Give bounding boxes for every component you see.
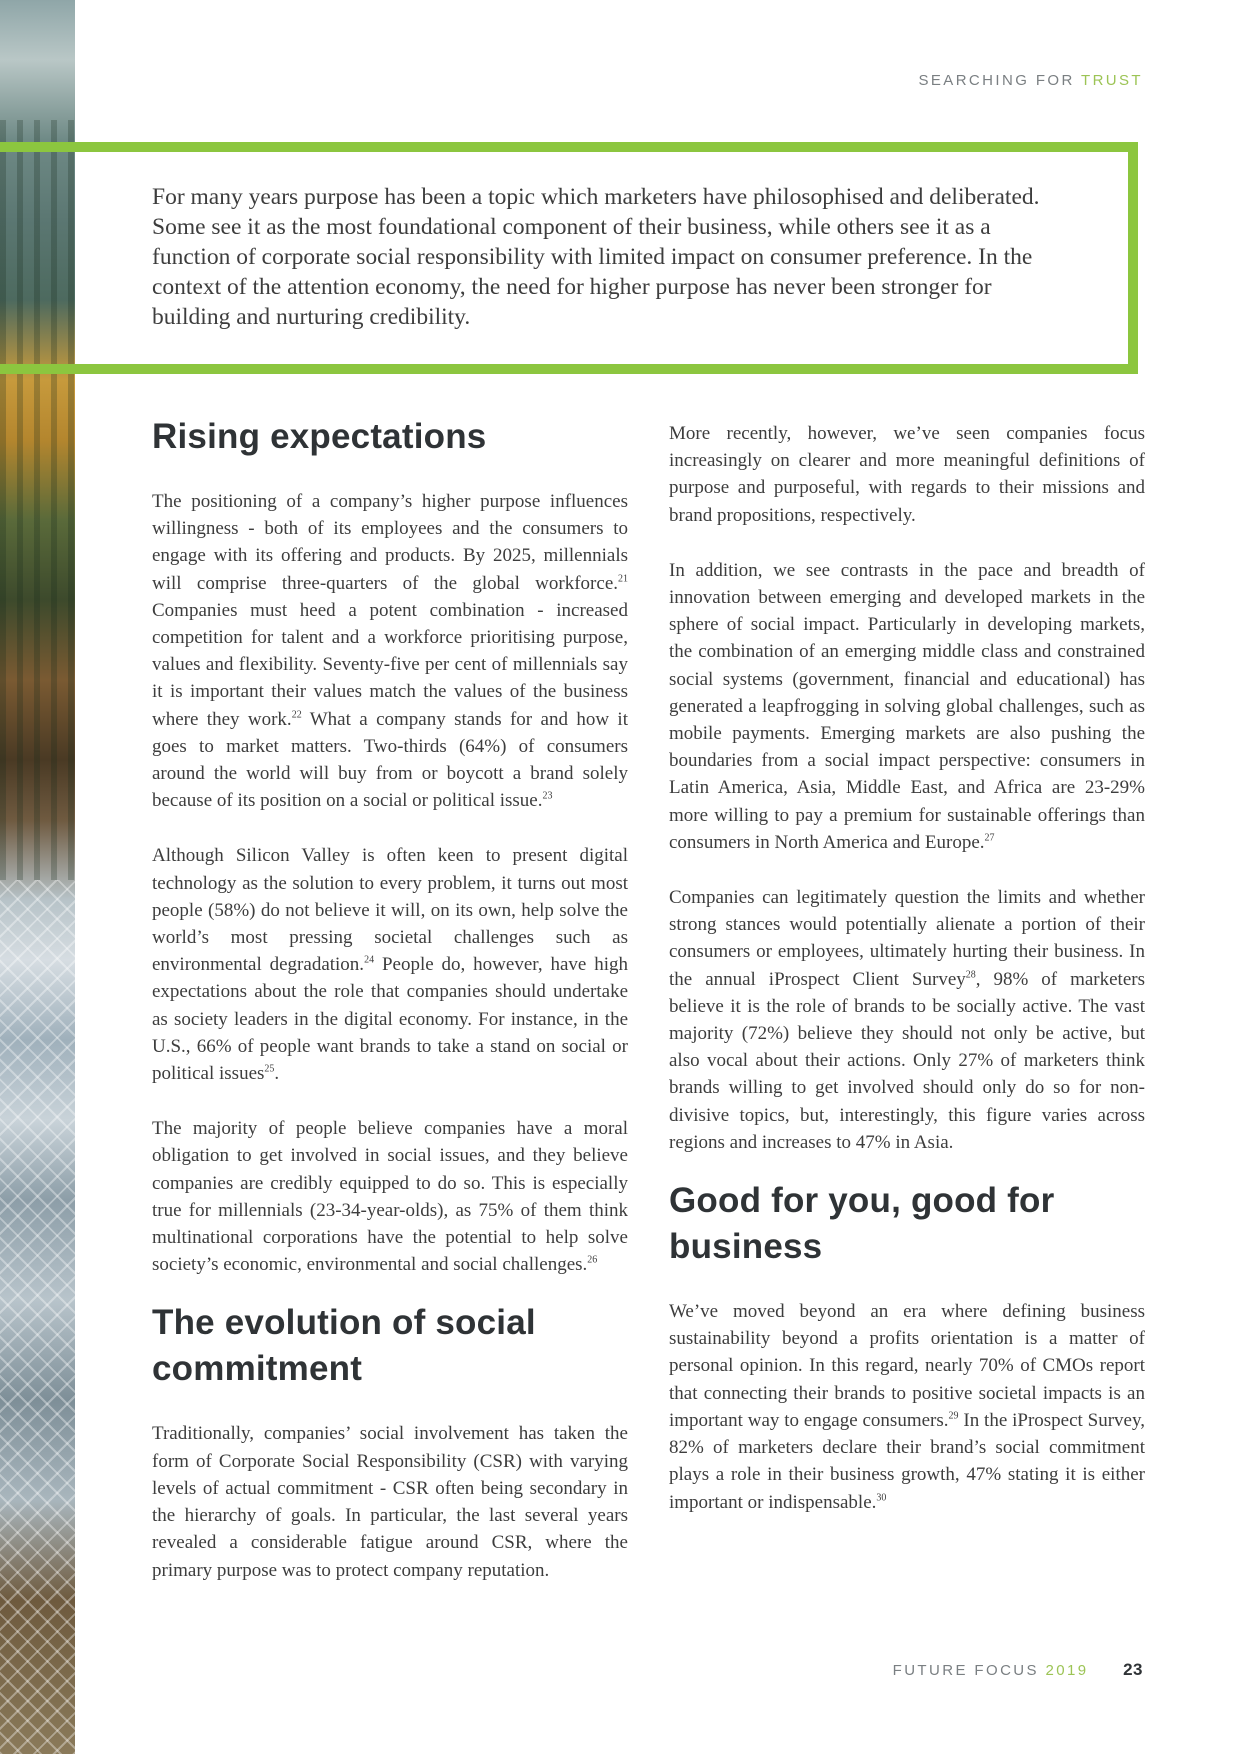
- footnote-ref: 27: [984, 832, 995, 844]
- text-run: What a company stands for and how it goes to market matters. Two-thirds (64%) of consumers around the world will buy from or boycott a brand solely because of its position on a social or political issue.: [152, 708, 628, 812]
- text-run: In addition, we see contrasts in the pace and breadth of innovation between emerging and developed markets in the sphere of social impact. Particularly in developing markets, the combination of an emerging middle class and constrained social systems (government, financial and educational) has generated a leapfrogging in solving global challenges, such as mobile payments. Emerging markets are also pushing the boundaries from a social impact perspective: consumers in Latin America, Asia, Middle East, and Africa are 23-29% more willing to pay a premium for sustainable offerings than consumers in North America and Europe.: [669, 559, 1145, 853]
- footnote-ref: 28: [965, 969, 976, 981]
- heading-good-for-business: Good for you, good for business: [669, 1181, 1055, 1267]
- running-head: [918, 72, 1143, 89]
- footnote-ref: 22: [291, 709, 302, 721]
- page-number: 23: [1123, 1660, 1143, 1679]
- paragraph: [669, 884, 1145, 1156]
- paragraph: [152, 1115, 628, 1278]
- left-column: [152, 414, 628, 1612]
- text-run: Companies must heed a potent combination - increased competition for talent and a workforce prioritising purpose, values and flexibility. Seventy-five per cent of millennials say it is important their values match the values of the business where they work.: [152, 599, 628, 730]
- footnote-ref: 23: [542, 790, 553, 802]
- footnote-ref: 21: [618, 573, 628, 585]
- footnote-ref: 30: [876, 1492, 887, 1504]
- footnote-ref: 25: [264, 1063, 275, 1075]
- text-run: Companies can legitimately question the limits and whether strong stances would potentially alienate a portion of their consumers or employees, ultimately hurting their business. In the annual iProspect Client Survey: [669, 887, 1145, 990]
- footnote-ref: 24: [364, 954, 375, 966]
- intro-callout-text: For many years purpose has been a topic which marketers have philosophised and deliberated. Some see it as the most foundational component of their business, while others see it as a function of corporate social responsibility with limited impact on consumer preference. In the context of the attention economy, the need for higher purpose has never been stronger for building and nurturing credibility.: [152, 184, 1040, 330]
- text-run: , 98% of marketers believe it is the role of brands to be socially active. The vast majority (72%) believe they should not only be active, but also vocal about their actions. Only 27% of marketers think brands willing to get involved should only do so for non-divisive topics, but, interestingly, this figure varies across regions and increases to 47% in Asia.: [669, 968, 1145, 1153]
- heading-rising-expectations: Rising expectations: [152, 417, 487, 456]
- fence-image-area: [0, 880, 75, 1754]
- paragraph: [152, 842, 628, 1087]
- paragraph: More recently, however, we’ve seen companies focus increasingly on clearer and more meaningful definitions of purpose and purposeful, with regards to their missions and brand propositions, respectively.: [669, 423, 1145, 526]
- right-column: [669, 420, 1145, 1544]
- page-footer: [893, 1660, 1143, 1680]
- footer-year: 2019: [1045, 1662, 1089, 1679]
- footnote-ref: 29: [948, 1410, 959, 1422]
- paragraph: [669, 557, 1145, 856]
- paragraph: [669, 1298, 1145, 1516]
- text-run: .: [274, 1063, 280, 1085]
- paragraph: Traditionally, companies’ social involvement has taken the form of Corporate Social Responsibility (CSR) with varying levels of actual commitment - CSR often being secondary in the hierarchy of goals. In particular, the last several years revealed a considerable fatigue around CSR, where the primary purpose was to protect company reputation.: [152, 1423, 628, 1581]
- running-head-accent: TRUST: [1081, 72, 1143, 89]
- footer-publication: FUTURE FOCUS: [892, 1662, 1039, 1679]
- running-head-prefix: SEARCHING FOR: [918, 72, 1075, 89]
- text-run: The majority of people believe companies have a moral obligation to get involved in social issues, and they believe companies are credibly equipped to do so. This is especially true for millennials (23-34-year-olds), as 75% of them think multinational corporations have the potential to help solve society’s economic, environmental and social challenges.: [152, 1118, 628, 1276]
- text-run: The positioning of a company’s higher purpose influences willingness - both of its employees and the consumers to engage with its offering and products. By 2025, millennials will comprise three-quarters of the global workforce.: [152, 491, 628, 594]
- text-run: In the iProspect Survey, 82% of marketers declare their brand’s social commitment plays a role in their business growth, 47% stating it is either important or indispensable.: [669, 1409, 1145, 1513]
- text-run: People do, however, have high expectations about the role that companies should undertake as society leaders in the digital economy. For instance, in the U.S., 66% of people want brands to take a stand on social or political issues: [152, 954, 628, 1085]
- text-run: Although Silicon Valley is often keen to present digital technology as the solution to every problem, it turns out most people (58%) do not believe it will, on its own, help solve the world’s most pressing societal challenges such as environmental degradation.: [152, 845, 628, 976]
- intro-callout-box: [0, 142, 1138, 374]
- text-run: We’ve moved beyond an era where defining business sustainability beyond a profits orientation is a matter of personal opinion. In this regard, nearly 70% of CMOs report that connecting their brands to positive societal impacts is an important way to engage consumers.: [669, 1301, 1145, 1431]
- paragraph: [152, 488, 628, 814]
- footnote-ref: 26: [587, 1254, 598, 1266]
- heading-evolution-of-social-commitment: The evolution of social commitment: [152, 1303, 536, 1389]
